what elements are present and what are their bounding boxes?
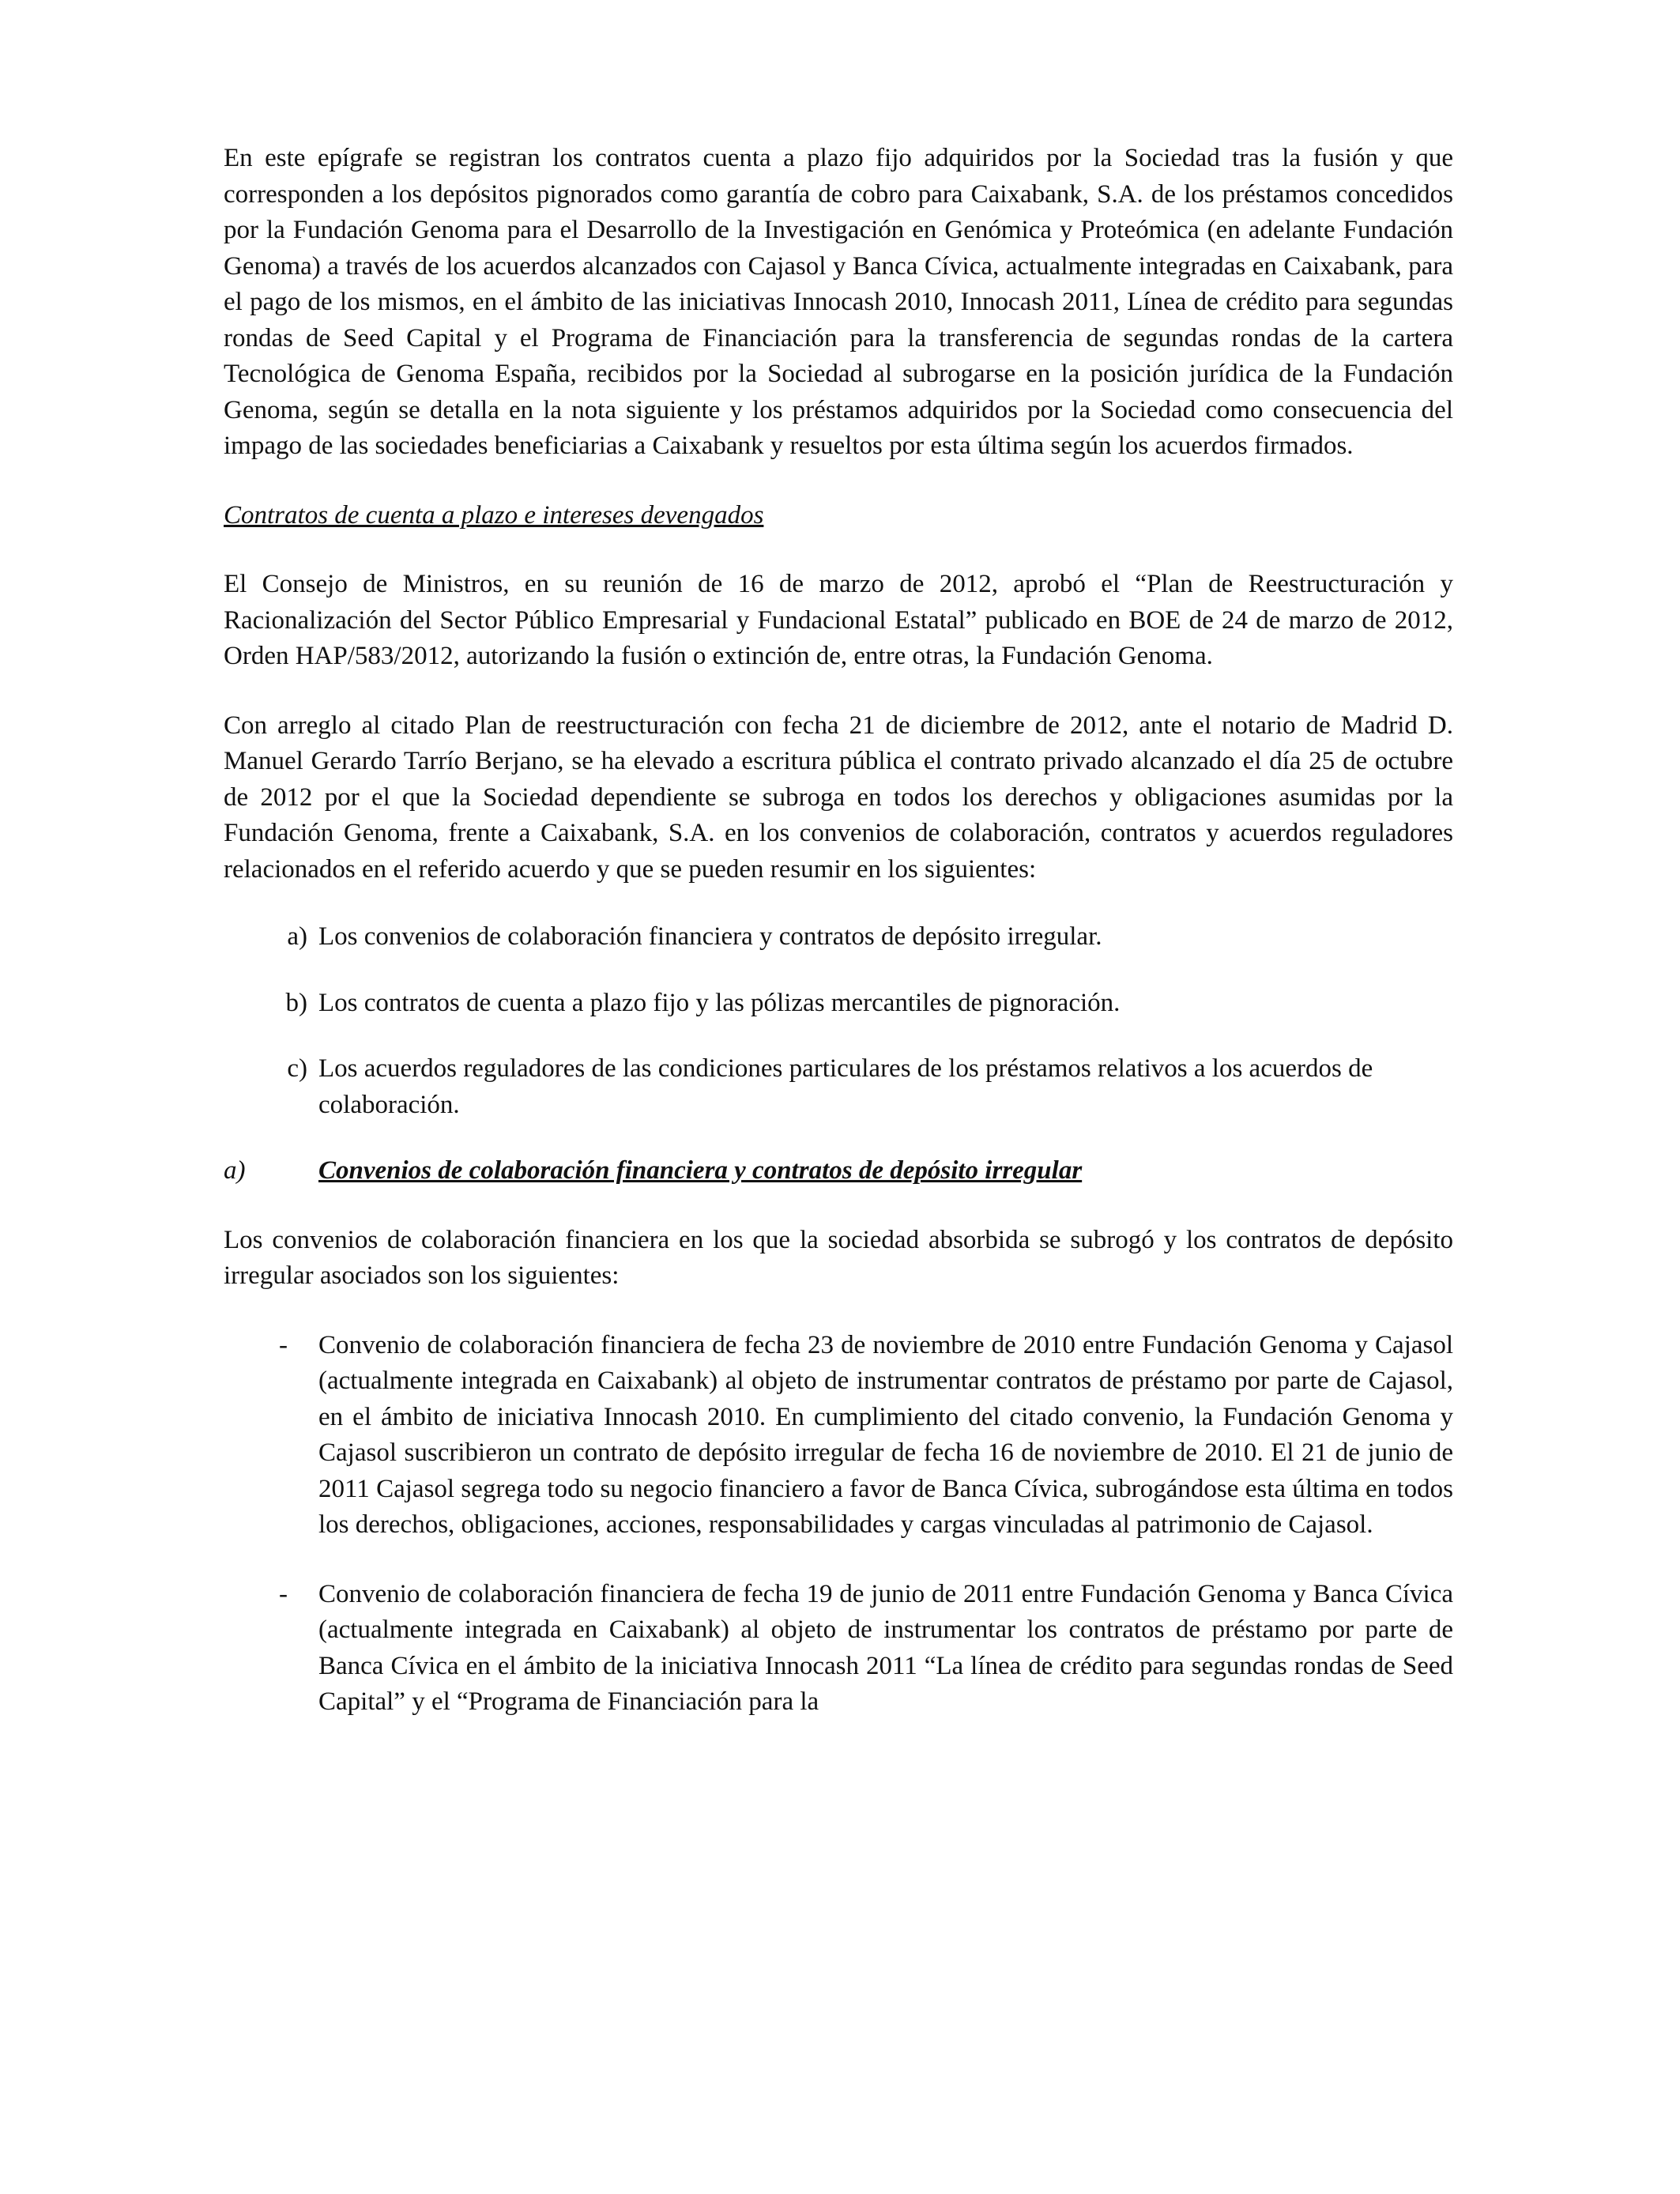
consejo-paragraph: El Consejo de Ministros, en su reunión de 16 de marzo de 2012, aprobó el “Plan de Reestructuración y Racionalización del Sector Público Empresarial y Fundacional Estatal” publicado en BOE de 24 de marzo de 2012, Orden HAP/583/2012, autorizando la fusión o extinción de, entre otras, la Fundación Genoma.	[224, 570, 1453, 670]
list-marker: -	[279, 1579, 288, 1608]
convenios-list	[224, 1328, 1453, 1721]
agreements-list	[224, 919, 1453, 1123]
list-marker: -	[279, 1330, 288, 1359]
document-page	[224, 141, 1453, 1754]
list-item-text: Convenio de colaboración financiera de fecha 23 de noviembre de 2010 entre Fundación Genoma y Cajasol (actualmente integrada en Caixabank) al objeto de instrumentar contratos de préstamo por parte de Cajasol, en el ámbito de iniciativa Innocash 2010. En cumplimiento del citado convenio, la Fundación Genoma y Cajasol suscribieron un contrato de depósito irregular de fecha 16 de noviembre de 2010. El 21 de junio de 2011 Cajasol segrega todo su negocio financiero a favor de Banca Cívica, subrogándose esta última en todos los derechos, obligaciones, acciones, responsabilidades y cargas vinculadas al patrimonio de Cajasol.	[318, 1330, 1453, 1539]
list-item	[224, 1328, 1453, 1544]
list-item	[224, 1577, 1453, 1721]
subsection-marker: a)	[224, 1156, 246, 1185]
list-item-text: Los acuerdos reguladores de las condiciones particulares de los préstamos relativos a los acuerdos de colaboración.	[318, 1054, 1373, 1119]
section-title: Contratos de cuenta a plazo e intereses devengados	[224, 500, 764, 530]
list-marker: b)	[285, 988, 307, 1017]
list-item	[224, 919, 1453, 956]
intro-paragraph: En este epígrafe se registran los contratos cuenta a plazo fijo adquiridos por la Sociedad tras la fusión y que corresponden a los depósitos pignorados como garantía de cobro para Caixabank, S.A. de los préstamos concedidos por la Fundación Genoma para el Desarrollo de la Investigación en Genómica y Proteómica (en adelante Fundación Genoma) a través de los acuerdos alcanzados con Cajasol y Banca Cívica, actualmente integradas en Caixabank, para el pago de los mismos, en el ámbito de las iniciativas Innocash 2010, Innocash 2011, Línea de crédito para segundas rondas de Seed Capital y el Programa de Financiación para la transferencia de segundas rondas de la cartera Tecnológica de Genoma España, recibidos por la Sociedad al subrogarse en la posición jurídica de la Fundación Genoma, según se detalla en la nota siguiente y los préstamos adquiridos por la Sociedad como consecuencia del impago de las sociedades beneficiarias a Caixabank y resueltos por esta última según los acuerdos firmados.	[224, 144, 1453, 460]
list-item	[224, 986, 1453, 1022]
subsection-heading	[224, 1153, 1453, 1189]
subsection-title: Convenios de colaboración financiera y contratos de depósito irregular	[318, 1156, 1083, 1185]
list-item-text: Los convenios de colaboración financiera y contratos de depósito irregular.	[318, 922, 1102, 951]
list-marker: a)	[287, 922, 307, 951]
arreglo-paragraph: Con arreglo al citado Plan de reestructuración con fecha 21 de diciembre de 2012, ante el notario de Madrid D. Manuel Gerardo Tarrío Berjano, se ha elevado a escritura pública el contrato privado alcanzado el día 25 de octubre de 2012 por el que la Sociedad dependiente se subroga en todos los derechos y obligaciones asumidas por la Fundación Genoma, frente a Caixabank, S.A. en los convenios de colaboración, contratos y acuerdos reguladores relacionados en el referido acuerdo y que se pueden resumir en los siguientes:	[224, 711, 1453, 884]
convenios-paragraph: Los convenios de colaboración financiera en los que la sociedad absorbida se subrogó y los contratos de depósito irregular asociados son los siguientes:	[224, 1225, 1453, 1290]
list-item-text: Los contratos de cuenta a plazo fijo y las pólizas mercantiles de pignoración.	[318, 988, 1121, 1017]
list-item	[224, 1051, 1453, 1123]
list-item-text: Convenio de colaboración financiera de fecha 19 de junio de 2011 entre Fundación Genoma y Banca Cívica (actualmente integrada en Caixabank) al objeto de instrumentar los contratos de préstamo por parte de Banca Cívica en el ámbito de la iniciativa Innocash 2011 “La línea de crédito para segundas rondas de Seed Capital” y el “Programa de Financiación para la	[318, 1579, 1453, 1716]
list-marker: c)	[287, 1054, 307, 1083]
